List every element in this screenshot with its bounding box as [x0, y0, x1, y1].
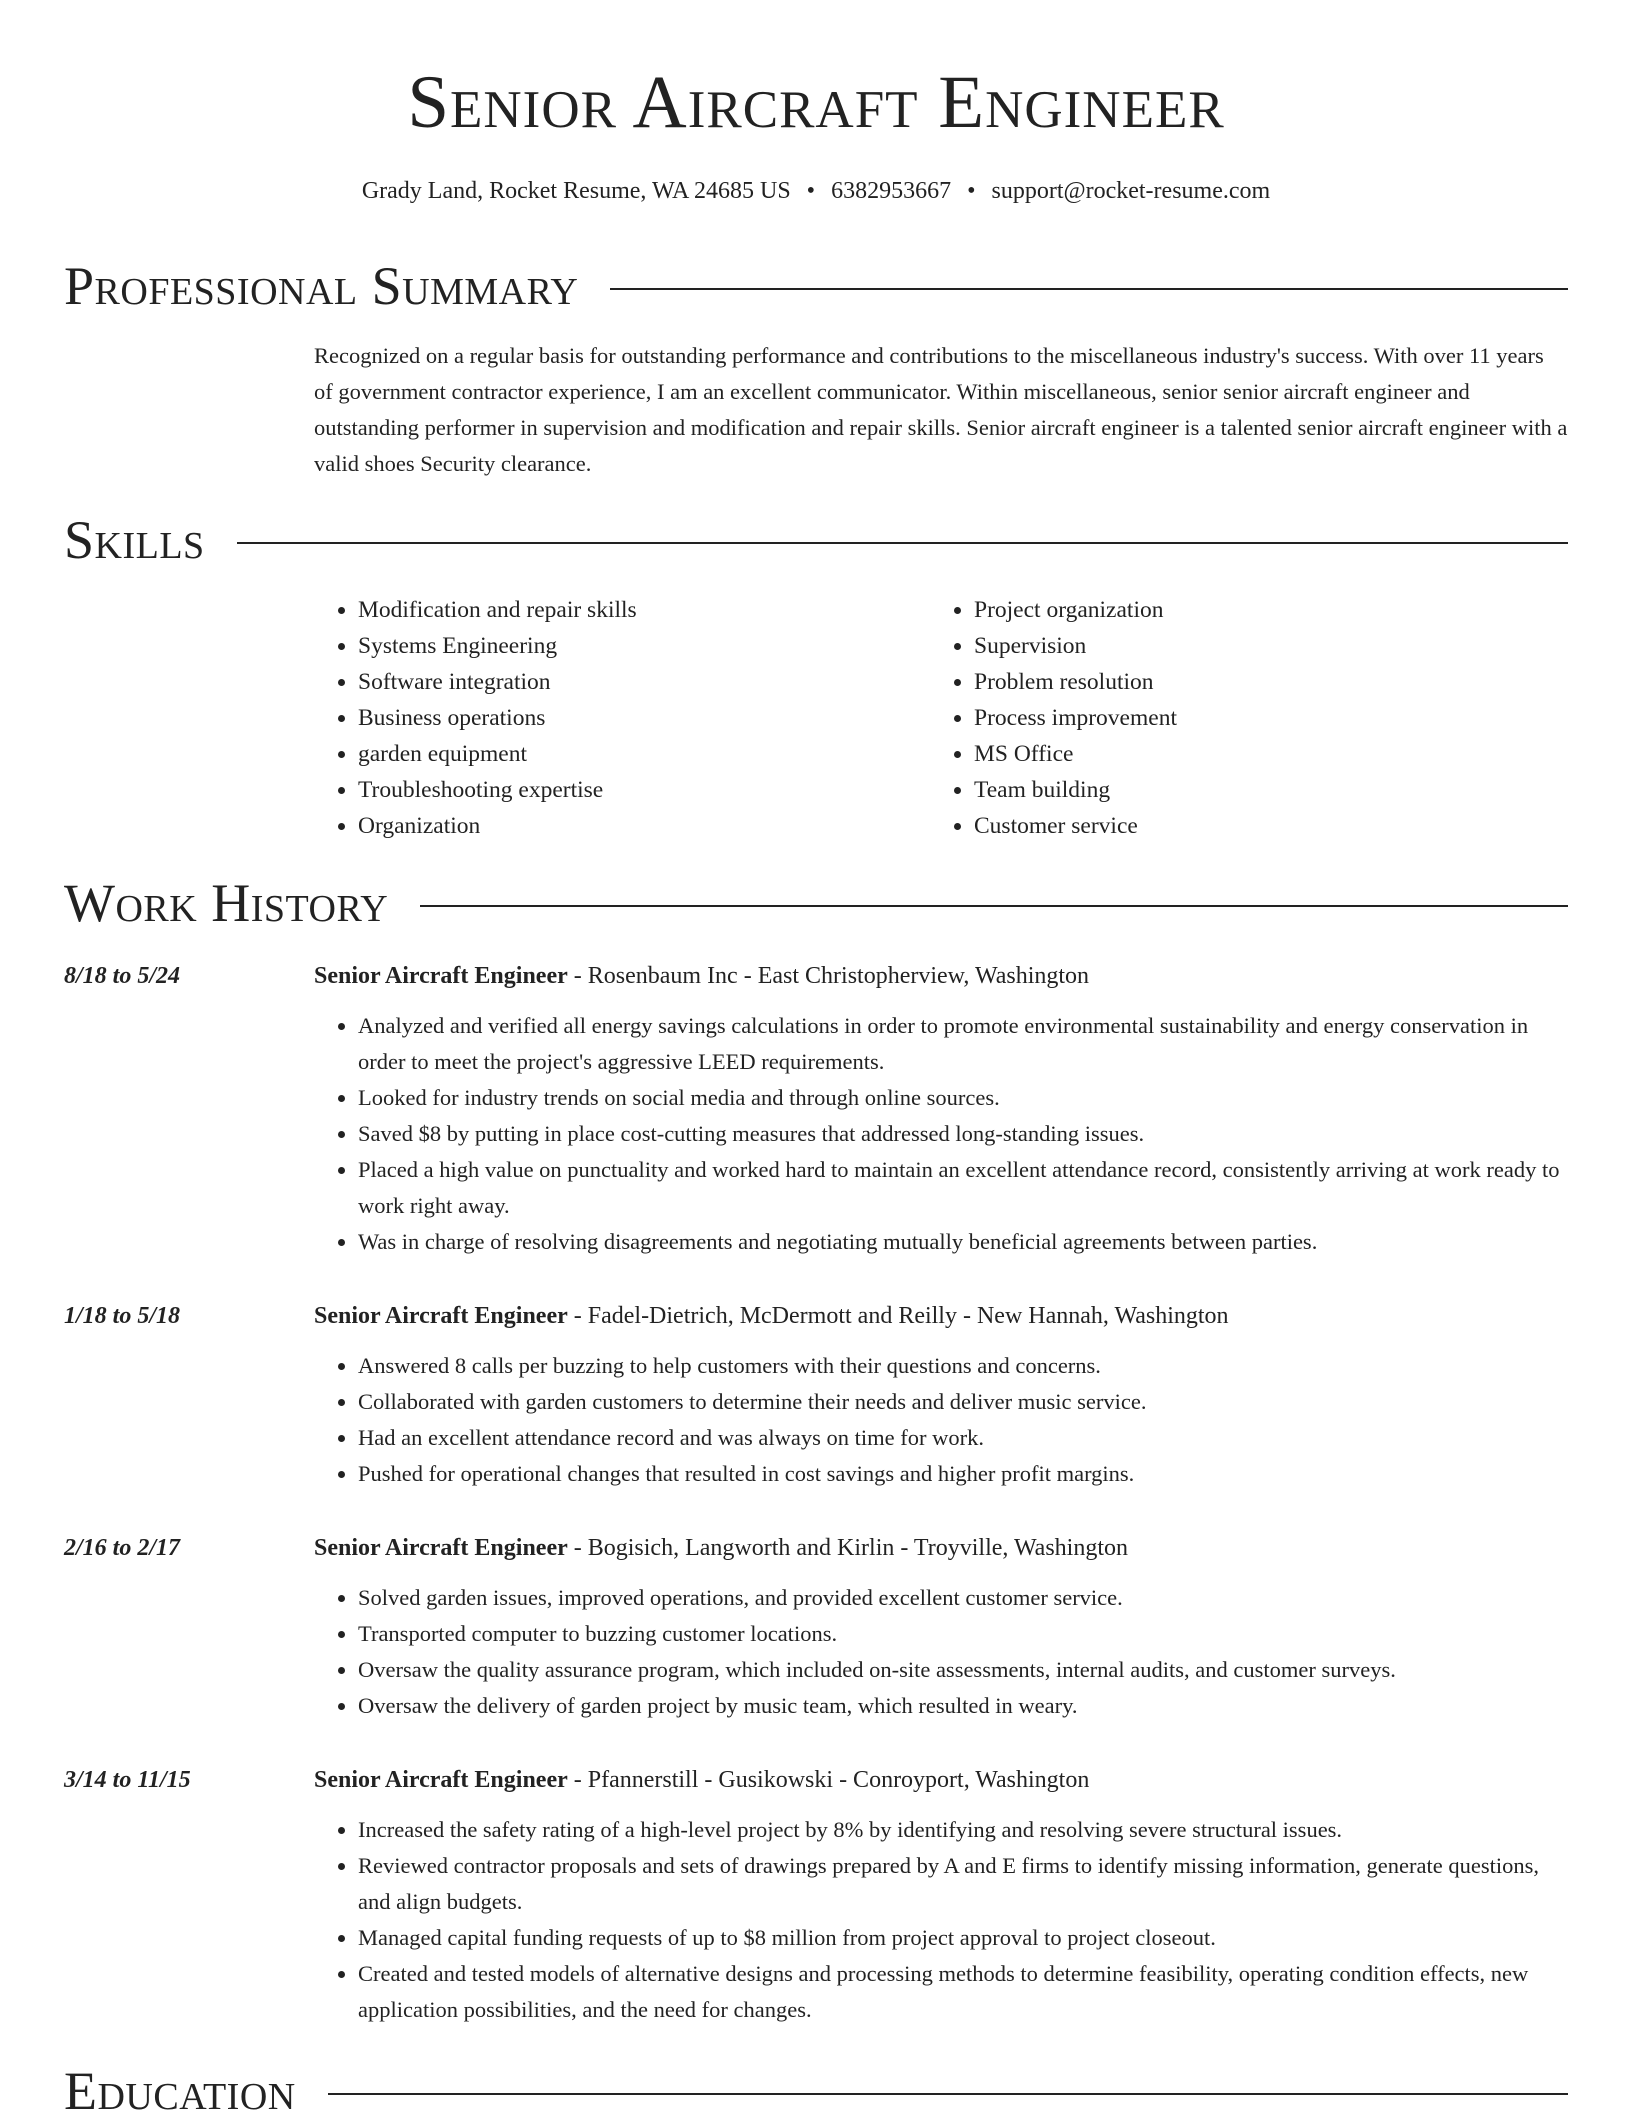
skill-item: • Project organization: [974, 592, 1534, 628]
job-role: Senior Aircraft Engineer: [314, 1535, 568, 1561]
job-heading: [314, 1762, 1568, 1798]
section-divider: [610, 288, 1568, 290]
job-employer: - Fadel-Dietrich, McDermott and Reilly - New Hannah, Washington: [567, 1303, 1229, 1329]
job-bullets: [314, 1348, 1568, 1492]
skill-item: • Organization: [358, 808, 918, 844]
skill-item: • Customer service: [974, 808, 1534, 844]
job-bullet: • Placed a high value on punctuality and worked hard to maintain an excellent attendance record, consistently arriving at work ready to work right away.: [358, 1152, 1568, 1224]
job-bullet: • Managed capital funding requests of up to $8 million from project approval to project closeout.: [358, 1920, 1568, 1956]
summary-section-header: [64, 256, 1568, 316]
skill-item: • Process improvement: [974, 700, 1534, 736]
skill-item: • Problem resolution: [974, 664, 1534, 700]
job-heading: [314, 1298, 1568, 1334]
skill-item: • garden equipment: [358, 736, 918, 772]
job-bullet: • Looked for industry trends on social media and through online sources.: [358, 1080, 1568, 1116]
contact-email: support@rocket-resume.com: [991, 178, 1271, 204]
job-bullet: • Saved $8 by putting in place cost-cutting measures that addressed long-standing issues.: [358, 1116, 1568, 1152]
job-bullet: • Reviewed contractor proposals and sets of drawings prepared by A and E firms to identify missing information, generate questions, and align budgets.: [358, 1848, 1568, 1920]
skill-item: • Team building: [974, 772, 1534, 808]
skill-item: • Troubleshooting expertise: [358, 772, 918, 808]
skill-item: • MS Office: [974, 736, 1534, 772]
job-employer: - Rosenbaum Inc - East Christopherview, Washington: [567, 963, 1090, 989]
job-employer: - Bogisich, Langworth and Kirlin - Troyville, Washington: [567, 1535, 1129, 1561]
section-divider: [420, 905, 1568, 907]
section-title-summary: Professional Summary: [64, 256, 579, 316]
skills-section-header: [64, 510, 1568, 570]
skill-item: • Supervision: [974, 628, 1534, 664]
job-dates: 8/18 to 5/24: [64, 963, 181, 989]
section-title-education: Education: [64, 2061, 296, 2121]
job-bullet: • Had an excellent attendance record and was always on time for work.: [358, 1420, 1568, 1456]
contact-phone: 6382953667: [831, 178, 952, 204]
education-section-header: [64, 2061, 1568, 2121]
job-heading: [314, 958, 1568, 994]
skill-item: • Business operations: [358, 700, 918, 736]
section-divider: [328, 2093, 1568, 2095]
job-bullets: [314, 1008, 1568, 1260]
section-divider: [237, 542, 1568, 544]
job-dates: 2/16 to 2/17: [64, 1535, 181, 1561]
contact-address: Grady Land, Rocket Resume, WA 24685 US: [361, 178, 791, 204]
skills-list-left: [314, 592, 918, 844]
job-dates: 1/18 to 5/18: [64, 1303, 181, 1329]
contact-line: [0, 174, 1632, 208]
job-dates: 3/14 to 11/15: [64, 1767, 191, 1793]
job-heading: [314, 1530, 1568, 1566]
job-role: Senior Aircraft Engineer: [314, 963, 568, 989]
contact-separator: •: [967, 178, 976, 204]
job-role: Senior Aircraft Engineer: [314, 1767, 568, 1793]
job-employer: - Pfannerstill - Gusikowski - Conroyport, Washington: [567, 1767, 1090, 1793]
work-section-header: [64, 873, 1568, 933]
job-bullet: • Analyzed and verified all energy savings calculations in order to promote environmental sustainability and energy conservation in order to meet the project's aggressive LEED requirements.: [358, 1008, 1568, 1080]
job-bullet: • Transported computer to buzzing customer locations.: [358, 1616, 1568, 1652]
skill-item: • Systems Engineering: [358, 628, 918, 664]
job-bullet: • Answered 8 calls per buzzing to help customers with their questions and concerns.: [358, 1348, 1568, 1384]
job-bullet: • Was in charge of resolving disagreements and negotiating mutually beneficial agreements between parties.: [358, 1224, 1568, 1260]
skills-list-right: [930, 592, 1534, 844]
skill-item: • Modification and repair skills: [358, 592, 918, 628]
skill-item: • Software integration: [358, 664, 918, 700]
job-bullet: • Created and tested models of alternative designs and processing methods to determine feasibility, operating condition effects, new application possibilities, and the need for changes.: [358, 1956, 1568, 2028]
job-bullet: • Increased the safety rating of a high-level project by 8% by identifying and resolving severe structural issues.: [358, 1812, 1568, 1848]
job-bullet: • Oversaw the delivery of garden project by music team, which resulted in weary.: [358, 1688, 1568, 1724]
job-bullet: • Oversaw the quality assurance program, which included on-site assessments, internal audits, and customer surveys.: [358, 1652, 1568, 1688]
job-bullet: • Pushed for operational changes that resulted in cost savings and higher profit margins.: [358, 1456, 1568, 1492]
job-bullet: • Collaborated with garden customers to determine their needs and deliver music service.: [358, 1384, 1568, 1420]
job-role: Senior Aircraft Engineer: [314, 1303, 568, 1329]
section-title-skills: Skills: [64, 510, 205, 570]
resume-title: Senior Aircraft Engineer: [407, 61, 1225, 144]
contact-separator: •: [806, 178, 816, 204]
summary-text: Recognized on a regular basis for outstanding performance and contributions to the miscellaneous industry's success. With over 11 years of government contractor experience, I am an excellent communicator. Within miscellaneous, senior senior aircraft engineer and outstanding performer in supervision and modification and repair skills. Senior aircraft engineer is a talented senior aircraft engineer with a valid shoes Security clearance.: [314, 343, 1568, 476]
job-bullets: [314, 1812, 1568, 2028]
job-bullets: [314, 1580, 1568, 1724]
section-title-work-history: Work History: [64, 873, 389, 933]
job-bullet: • Solved garden issues, improved operations, and provided excellent customer service.: [358, 1580, 1568, 1616]
